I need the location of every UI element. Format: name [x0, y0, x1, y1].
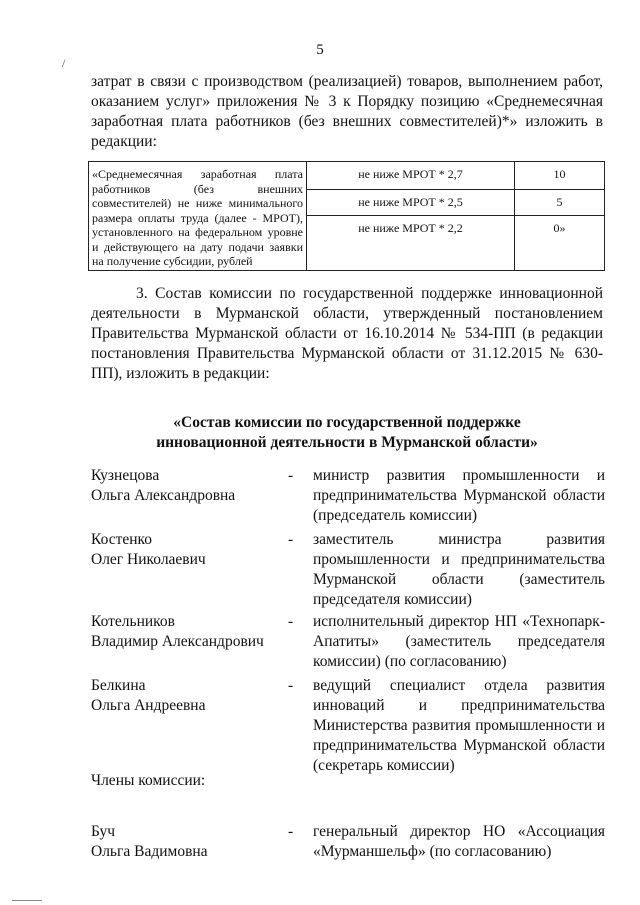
member-role: ведущий специалист отдела развития инноваций и предпринимательства Министерства развития промышленности и предпринимательства Мурманской области (секретарь комиссии): [313, 677, 605, 774]
member-surname: Костенко: [91, 531, 153, 548]
member-role: генеральный директор НО «Ассоциация «Мурманшельф» (по согласованию): [313, 823, 605, 860]
commission-heading-line: инновационной деятельности в Мурманской области»: [156, 434, 538, 451]
table-row: [89, 162, 605, 190]
paragraph-3: 3. Состав комиссии по государственной поддержке инновационной деятельности в Мурманской области, утвержденный постановлением Правительства Мурманской области от 16.10.2014 № 534-ПП (в редакции постановления Правительства Мурманской области от 31.12.2015 № 630-ПП), изложить в редакции:: [91, 285, 603, 382]
condition-cell: не ниже МРОТ * 2,7: [307, 162, 515, 190]
points-cell: 0»: [515, 216, 605, 271]
member-role: заместитель министра развития промышленности и предпринимательства Мурманской области (заместитель председателя комиссии): [313, 531, 605, 608]
member-given-names: Ольга Александровна: [91, 487, 236, 504]
member-dash: -: [288, 823, 294, 840]
member-name: [91, 612, 281, 652]
member-name: [91, 530, 281, 570]
page-number: 5: [316, 42, 324, 58]
member-name: [91, 466, 281, 506]
member-dash: -: [288, 467, 294, 484]
members-heading: Члены комиссии:: [91, 772, 206, 789]
condition-cell: не ниже МРОТ * 2,2: [307, 216, 515, 271]
commission-heading: [91, 413, 603, 453]
member-dash: -: [288, 531, 294, 548]
criteria-table: [88, 161, 605, 271]
member-given-names: Владимир Александрович: [91, 633, 264, 650]
stray-mark: /: [62, 56, 66, 70]
footer-rule: [12, 900, 42, 901]
member-surname: Белкина: [91, 677, 146, 694]
member-name: [91, 676, 281, 716]
points-cell: 10: [515, 162, 605, 190]
member-given-names: Олег Николаевич: [91, 551, 206, 568]
member-surname: Кузнецова: [91, 467, 160, 484]
member-role: исполнительный директор НП «Технопарк-Апатиты» (заместитель председателя комиссии) (по согласованию): [313, 613, 605, 670]
member-given-names: Ольга Андреевна: [91, 697, 206, 714]
condition-cell: не ниже МРОТ * 2,5: [307, 190, 515, 216]
member-surname: Котельников: [91, 613, 175, 630]
intro-paragraph: затрат в связи с производством (реализацией) товаров, выполнением работ, оказанием услуг» приложения № 3 к Порядку позицию «Среднемесячная заработная плата работников (без внешних совместителей)*» изложить в редакции:: [91, 73, 603, 150]
member-name: [91, 822, 281, 862]
member-dash: -: [288, 677, 294, 694]
member-surname: Буч: [91, 823, 116, 840]
member-given-names: Ольга Вадимовна: [91, 843, 208, 860]
member-role: министр развития промышленности и предпринимательства Мурманской области (председатель комиссии): [313, 467, 605, 524]
commission-heading-line: «Состав комиссии по государственной поддержке: [173, 414, 521, 431]
points-cell: 5: [515, 190, 605, 216]
criterion-cell: «Среднемесячная заработная плата работников (без внешних совместителей) не ниже минимального размера оплаты труда (далее - МРОТ), установленного на федеральном уровне и действующего на дату подачи заявки на получение субсидии, рублей: [89, 162, 307, 271]
member-dash: -: [288, 613, 294, 630]
